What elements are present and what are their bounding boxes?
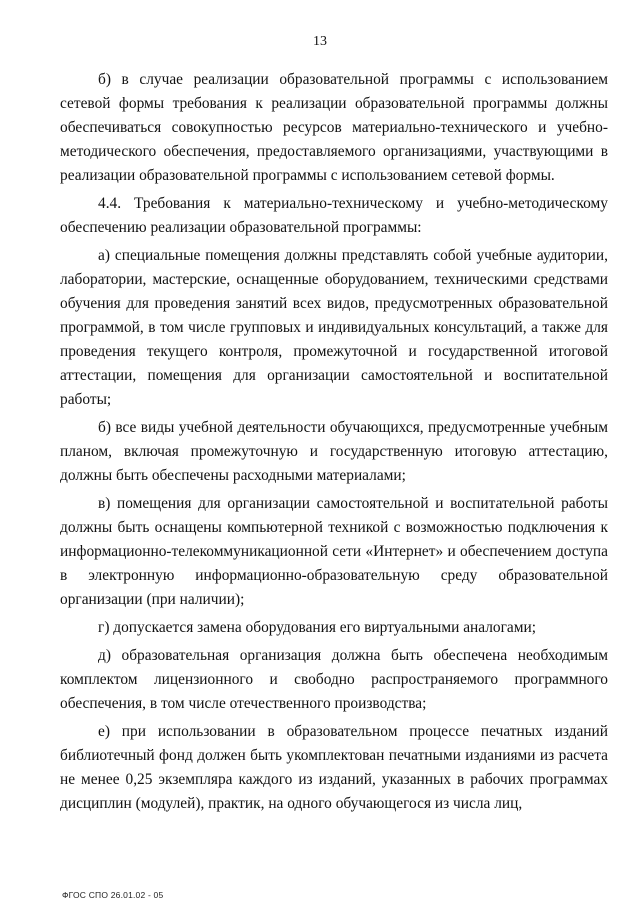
paragraph-virtual-analogs: г) допускается замена оборудования его виртуальными аналогами; bbox=[98, 619, 536, 636]
paragraph-special-rooms: а) специальные помещения должны представлять собой учебные аудитории, лаборатории, мастерские, оснащенные оборудованием, техническими средствами обучения для проведения занятий всех видов, предусмотренных образовательной программой, в том числе групповых и индивидуальных консультаций, а также для проведения текущего контроля, промежуточной и государственной итоговой аттестации, помещения для организации самостоятельной и воспитательной работы; bbox=[60, 247, 608, 408]
paragraph-consumables: б) все виды учебной деятельности обучающихся, предусмотренные учебным планом, включая промежуточную и государственную итоговую аттестацию, должны быть обеспечены расходными материалами; bbox=[60, 419, 608, 484]
paragraph-computer-equipment: в) помещения для организации самостоятельной и воспитательной работы должны быть оснащены компьютерной техникой с возможностью подключения к информационно-телекоммуникационной сети «Интернет» и обеспечением доступа в электронную информационно-образовательную среду образовательной организации (при наличии); bbox=[60, 495, 608, 608]
document-footer: ФГОС СПО 26.01.02 - 05 bbox=[62, 890, 164, 900]
document-body bbox=[60, 68, 608, 820]
page-number: 13 bbox=[313, 34, 327, 49]
paragraph-4-4-heading: 4.4. Требования к материально-техническому и учебно-методическому обеспечению реализации образовательной программы: bbox=[60, 195, 608, 236]
paragraph-library-fund: е) при использовании в образовательном процессе печатных изданий библиотечный фонд должен быть укомплектован печатными изданиями из расчета не менее 0,25 экземпляра каждого из изданий, указанных в рабочих программах дисциплин (модулей), практик, на одного обучающегося из числа лиц, bbox=[60, 723, 608, 812]
paragraph-software: д) образовательная организация должна быть обеспечена необходимым комплектом лицензионного и свободно распространяемого программного обеспечения, в том числе отечественного производства; bbox=[60, 647, 608, 712]
paragraph-network-form: б) в случае реализации образовательной программы с использованием сетевой формы требования к реализации образовательной программы должны обеспечиваться совокупностью ресурсов материально-технического и учебно-методического обеспечения, предоставляемого организациями, участвующими в реализации образовательной программы с использованием сетевой формы. bbox=[60, 71, 608, 184]
